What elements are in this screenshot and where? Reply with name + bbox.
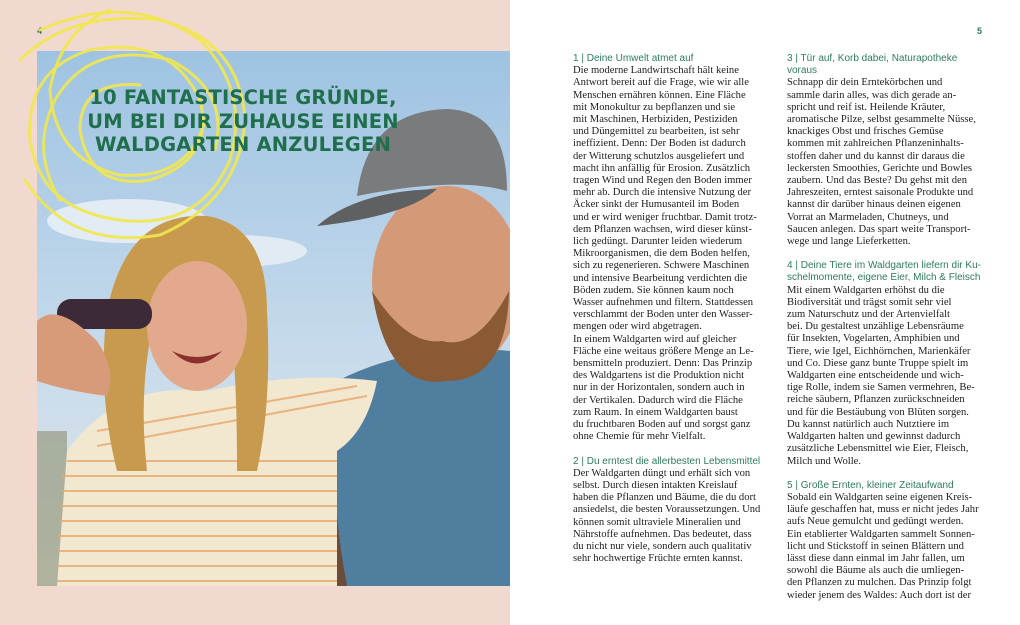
body-line: bei. Du gestaltest unzählige Lebensräume [787, 321, 964, 333]
body-line: du fruchtbaren Boden auf und sorgst ganz [573, 419, 751, 431]
body-line: und Co. Diese ganz bunte Truppe spielt im [787, 357, 969, 369]
body-line: Sobald ein Waldgarten seine eigenen Kreis- [787, 491, 973, 503]
page-headline [78, 86, 408, 157]
section-2 [573, 456, 768, 566]
body-line: Äcker sinkt der Humusanteil im Boden [573, 199, 740, 211]
body-line: mit Monokultur zu bepflanzen und sie [573, 101, 736, 113]
body-line: können somit ultraviele Mineralien und [573, 516, 741, 528]
section-1 [573, 53, 768, 444]
body-line: wege und lange Lieferketten. [787, 236, 911, 248]
body-line: und Düngemittel zu bearbeiten, ist sehr [573, 126, 740, 138]
body-line: Böden zudem. Sie können kaum noch [573, 284, 734, 296]
body-line: Mikroorganismen, die dem Boden helfen, [573, 248, 750, 260]
body-line: kannst dir darüber hinaus deinen eigenen [787, 199, 961, 211]
body-line: dem Pflanzen wachsen, wird dieser künst- [573, 223, 752, 235]
body-line: Fläche eine weitaus größere Menge an Le- [573, 345, 754, 357]
headline-line: WALDGARTEN ANZULEGEN [94, 133, 392, 156]
body-line: Vorrat an Marmeladen, Chutneys, und [787, 211, 949, 223]
body-line: tragen Wind und Regen den Boden immer [573, 175, 752, 187]
body-line: nur in der Horizontalen, sondern auch in [573, 382, 745, 394]
section-title: 3 | Tür auf, Korb dabei, Naturapotheke voraus [787, 53, 958, 77]
section-title-line: 4 | Deine Tiere im Waldgarten liefern dir Ku- [787, 260, 981, 272]
body-line: ineffizient. Denn: Der Boden ist dadurch [573, 138, 746, 150]
body-line: Biodiversität und trägst somit sehr viel [787, 296, 952, 308]
body-line: Nährstoffe aufnehmen. Das bedeutet, dass [573, 528, 752, 540]
body-line: tige Rolle, indem sie Samen vermehren, Be- [787, 382, 975, 394]
body-line: mit Maschinen, Herbiziden, Pestiziden [573, 114, 738, 126]
body-line: Antwort bereit auf die Frage, wie wir alle [573, 77, 749, 89]
body-line: haben die Pflanzen und Bäume, die du dort [573, 492, 756, 504]
body-line: Waldgarten eine entscheidende und wich- [787, 370, 964, 382]
text-column-left [573, 53, 768, 577]
headline-line: UM BEI DIR ZUHAUSE EINEN [87, 109, 399, 133]
body-line: mengen oder wird abgetragen. [573, 321, 702, 333]
section-body [573, 468, 768, 566]
body-line: wieder jenem des Waldes: Auch dort ist der [787, 589, 971, 601]
page-number-left: 4 [37, 26, 43, 36]
section-body [787, 285, 982, 468]
body-line: sehr hochwertige Früchte ernten kannst. [573, 553, 743, 565]
body-line: der Vertikalen. Dadurch wird die Fläche [573, 394, 743, 406]
body-line: der Witterung schutzlos ausgeliefert und [573, 150, 745, 162]
text-column-right [787, 53, 982, 614]
body-line: selbst. Durch diesen intakten Kreislauf [573, 479, 738, 491]
body-line: Milch und Wolle. [787, 455, 861, 467]
body-line: ansiedelst, die besten Voraussetzungen. Und [573, 504, 761, 516]
page-number-right: 5 [976, 26, 982, 36]
body-line: sammle darin alles, was dich gerade an- [787, 89, 957, 101]
body-line: ohne Chemie für mehr Vielfalt. [573, 431, 706, 443]
body-line: macht ihn anfällig für Erosion. Zusätzlich [573, 162, 751, 174]
body-line: stoffen daher und du kannst dir daraus die [787, 150, 965, 162]
body-line: zusätzliche Lebensmittel wie Eier, Fleisch, [787, 443, 969, 455]
body-line: sowohl die Bäume als auch die umliegen- [787, 565, 965, 577]
body-line: den Pflanzen zu mulchen. Das Prinzip folgt [787, 577, 972, 589]
body-line: und er wird weniger fruchtbar. Damit trotz- [573, 211, 757, 223]
body-line: du nicht nur viele, sondern auch qualitativ [573, 540, 752, 552]
body-line: verschlammt der Boden unter den Wasser- [573, 309, 753, 321]
body-line: lässt diese dann einmal im Jahr fallen, um [787, 552, 965, 564]
body-line: reiche säubern, Pflanzen zurückschneiden [787, 394, 965, 406]
section-3 [787, 53, 982, 248]
body-line: In einem Waldgarten wird auf gleicher [573, 333, 737, 345]
body-line: Schnapp dir dein Erntekörbchen und [787, 77, 943, 89]
section-title: 2 | Du erntest die allerbesten Lebensmittel [573, 455, 761, 467]
body-line: zum Naturschutz und der Artenvielfalt [787, 309, 950, 321]
body-line: läufe geschaffen hat, muss er nicht jedes Jahr [787, 504, 979, 516]
body-line: für Insekten, Vogelarten, Amphibien und [787, 333, 960, 345]
body-line: zum Raum. In einem Waldgarten baust [573, 406, 738, 418]
body-line: Tiere, wie Igel, Eichhörnchen, Marienkäfer [787, 345, 971, 357]
body-line: mehr ab. Durch die intensive Nutzung der [573, 187, 751, 199]
section-body [787, 492, 982, 602]
headline-line: 10 FANTASTISCHE GRÜNDE, [89, 86, 397, 109]
body-line: Waldgarten halten und gewinnst dadurch [787, 431, 961, 443]
body-line: Du kannst natürlich auch Nutztiere im [787, 418, 950, 430]
body-line: licht und Stickstoff in seinen Blättern und [787, 540, 964, 552]
body-line: Menschen ernähren können. Eine Fläche [573, 89, 746, 101]
body-line: leckersten Smoothies, Gerichte und Bowles [787, 162, 973, 174]
body-line: knackiges Obst und frisches Gemüse [787, 126, 944, 138]
body-line: aromatische Pilze, selbst gesammelte Nüsse, [787, 114, 976, 126]
body-line: Ein etablierter Waldgarten sammelt Sonnen- [787, 528, 975, 540]
body-line: aufs Neue gemulcht und gedüngt werden. [787, 516, 964, 528]
section-title [787, 260, 982, 284]
body-line: lich gedüngt. Darunter leiden wiederum [573, 236, 743, 248]
body-line: Saucen anlegen. Das spart weite Transport- [787, 223, 971, 235]
body-line: bensmitteln produziert. Denn: Das Prinzip [573, 358, 753, 370]
body-line: Wasser aufnehmen und filtern. Stattdessen [573, 297, 754, 309]
body-line: kommen mit zahlreichen Pflanzeninhalts- [787, 138, 964, 150]
section-title: 1 | Deine Umwelt atmet auf [573, 53, 694, 64]
body-line: spricht und reif ist. Heilende Kräuter, [787, 101, 946, 113]
body-line: sich zu regenerieren. Schwere Maschinen [573, 260, 750, 272]
body-line: Jahreszeiten, erntest saisonale Produkte und [787, 187, 974, 199]
body-line: und für die Bestäubung von Blüten sorgen. [787, 406, 969, 418]
section-body [573, 65, 768, 443]
body-line: Der Waldgarten düngt und erhält sich von [573, 467, 751, 479]
section-title-line: schelmomente, eigene Eier, Milch & Fleisch [787, 272, 981, 284]
section-title: 5 | Große Ernten, kleiner Zeitaufwand [787, 479, 954, 491]
body-line: Mit einem Waldgarten erhöhst du die [787, 284, 945, 296]
section-4 [787, 260, 982, 467]
body-line: zaubern. Und das Beste? Du gehst mit den [787, 175, 968, 187]
body-line: und intensive Bearbeitung verdichten die [573, 272, 748, 284]
body-line: Die moderne Landwirtschaft hält keine [573, 65, 739, 77]
section-5 [787, 480, 982, 602]
section-body [787, 77, 982, 248]
body-line: des Waldgartens ist die Produktion nicht [573, 370, 745, 382]
